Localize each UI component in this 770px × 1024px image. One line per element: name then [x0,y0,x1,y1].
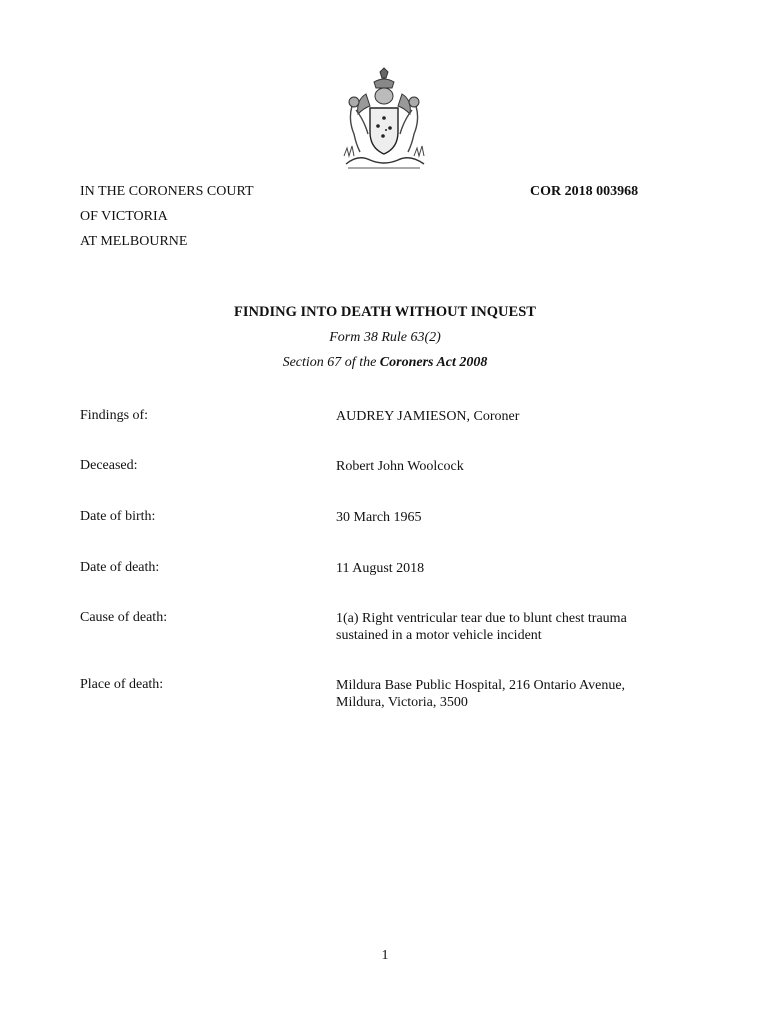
cause-of-death-value: 1(a) Right ventricular tear due to blunt chest trauma sustained in a motor vehicle incident [336,611,627,643]
date-of-birth-label: Date of birth: [80,509,156,524]
date-of-birth-value: 30 March 1965 [336,510,422,525]
court-location: AT MELBOURNE [80,234,188,249]
act-reference-prefix: Section 67 of the [282,355,380,370]
act-name: Coroners Act 2008 [379,355,488,370]
court-name-line-1: IN THE CORONERS COURT [80,184,254,199]
date-of-death-label: Date of death: [80,560,160,575]
place-of-death-label: Place of death: [80,677,164,692]
cause-of-death-label: Cause of death: [80,610,168,625]
act-reference [0,355,770,371]
deceased-value: Robert John Woolcock [336,459,464,474]
form-rule: Form 38 Rule 63(2) [329,330,441,345]
findings-of-value: AUDREY JAMIESON, Coroner [336,409,520,424]
deceased-label: Deceased: [80,458,138,473]
court-name-line-2: OF VICTORIA [80,209,168,224]
coat-of-arms-emblem [336,66,432,174]
case-number: COR 2018 003968 [530,184,639,199]
page-number: 1 [381,948,389,963]
findings-of-label: Findings of: [80,408,149,423]
date-of-death-value: 11 August 2018 [336,561,425,576]
place-of-death-value: Mildura Base Public Hospital, 216 Ontario Avenue, Mildura, Victoria, 3500 [336,678,626,710]
document-title: FINDING INTO DEATH WITHOUT INQUEST [234,304,536,320]
